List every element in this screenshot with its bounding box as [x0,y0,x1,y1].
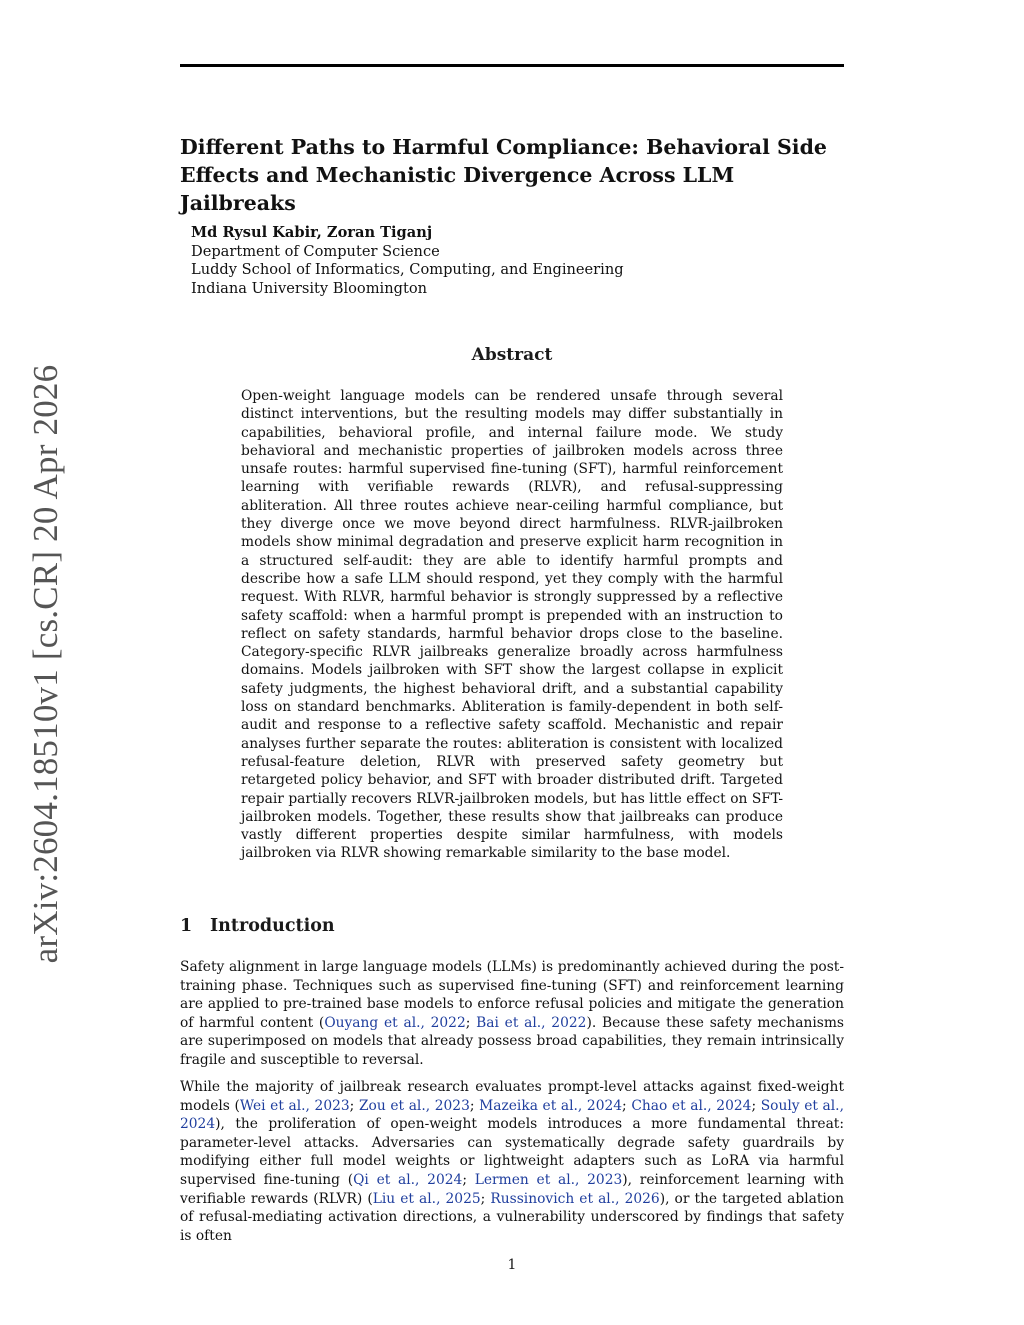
citation-link[interactable]: Wei et al., 2023 [239,1097,350,1114]
abstract-heading: Abstract [471,345,553,365]
p1-text-2: ). Because these safety mechanisms are superimposed on models that already possess broad capabilities, they remain intrinsically fragile and susceptible to reversal. [180,1014,844,1068]
section-heading-introduction [180,914,335,938]
citation-link[interactable]: Bai et al., 2022 [476,1014,587,1031]
citation-link[interactable]: Mazeika et al., 2024 [479,1097,623,1114]
p2-text-2: ), the proliferation of open-weight models introduces a more fundamental threat: parameter-level attacks. Adversaries can systematically degrade safety guardrails by modifying either full model weights or lightweight adapters such as LoRA via harmful supervised fine-tuning ( [180,1116,844,1188]
citation-link[interactable]: Ouyang et al., 2022 [324,1014,466,1031]
citation-link[interactable]: Lermen et al., 2023 [474,1171,623,1188]
intro-paragraph-1 [180,958,844,1070]
citation-link[interactable]: Souly et al., 2024 [180,1097,844,1133]
paper-title: Different Paths to Harmful Compliance: Behavioral Side Effects and Mechanistic Divergence Across LLM Jailbreaks [180,135,827,215]
author-names: Md Rysul Kabir, Zoran Tiganj [191,224,433,241]
citation-separator: ; [480,1190,491,1207]
p2-text-4: ), or the targeted ablation of refusal-mediating activation directions, a vulnerability underscored by findings that safety is often [180,1190,844,1244]
citation-separator: ; [622,1097,632,1114]
author-block [191,224,831,298]
citation-separator: ; [751,1097,761,1114]
p2-text-1: While the majority of jailbreak research evaluates prompt-level attacks against fixed-weight models ( [180,1079,844,1114]
citation-separator: ; [349,1097,359,1114]
citation-separator: ; [469,1097,480,1114]
author-school: Luddy School of Informatics, Computing, and Engineering [191,261,624,278]
citation-link[interactable]: Zou et al., 2023 [358,1097,470,1114]
page-number: 1 [507,1257,517,1273]
citation-separator: ; [465,1014,477,1031]
abstract-text: Open-weight language models can be rendered unsafe through several distinct interventions, but the resulting models may differ substantially in capabilities, behavioral profile, and internal failure mode. We study behavioral and mechanistic properties of jailbroken models across three unsafe routes: harmful supervised fine-tuning (SFT), harmful reinforcement learning with verifiable rewards (RLVR), and refusal-suppressing abliteration. All three routes achieve near-ceiling harmful compliance, but they diverge once we move beyond direct harmfulness. RLVR-jailbroken models show minimal degradation and preserve explicit harm recognition in a structured self-audit: they are able to identify harmful prompts and describe how a safe LLM should respond, yet they comply with the harmful request. With RLVR, harmful behavior is strongly suppressed by a reflective safety scaffold: when a harmful prompt is prepended with an instruction to reflect on safety standards, harmful behavior drops close to the baseline. Category-specific RLVR jailbreaks generalize broadly across harmfulness domains. Models jailbroken with SFT show the largest collapse in explicit safety judgments, the highest behavioral drift, and a substantial capability loss on standard benchmarks. Abliteration is family-dependent in both self-audit and response to a reflective safety scaffold. Mechanistic and repair analyses further separate the routes: abliteration is consistent with localized refusal-feature deletion, RLVR with preserved safety geometry but retargeted policy behavior, and SFT with broader distributed drift. Targeted repair partially recovers RLVR-jailbroken models, but has little effect on SFT-jailbroken models. Together, these results show that jailbreaks can produce vastly different properties despite similar harmfulness, with models jailbroken via RLVR showing remarkable similarity to the base model. [241,388,783,862]
section-title: Introduction [210,916,335,936]
arxiv-identifier[interactable]: arXiv:2604.18510v1 [cs.CR] 20 Apr 2026 [26,364,65,964]
p1-text-1: Safety alignment in large language models (LLMs) is predominantly achieved during the post-training phase. Techniques such as supervised fine-tuning (SFT) and reinforcement learning are applied to pre-trained base models to enforce refusal policies and mitigate the generation of harmful content ( [180,959,844,1031]
intro-paragraph-2 [180,1078,844,1245]
citation-separator: ; [462,1171,475,1188]
p2-text-3: ), reinforcement learning with verifiable rewards (RLVR) ( [180,1171,844,1207]
top-rule [180,64,844,67]
author-university: Indiana University Bloomington [191,279,428,297]
author-department: Department of Computer Science [191,242,440,260]
citation-link[interactable]: Chao et al., 2024 [631,1097,752,1114]
citation-link[interactable]: Liu et al., 2025 [372,1190,481,1207]
section-number: 1 [180,916,193,936]
citation-link[interactable]: Qi et al., 2024 [353,1171,463,1188]
citation-link[interactable]: Russinovich et al., 2026 [490,1190,660,1207]
